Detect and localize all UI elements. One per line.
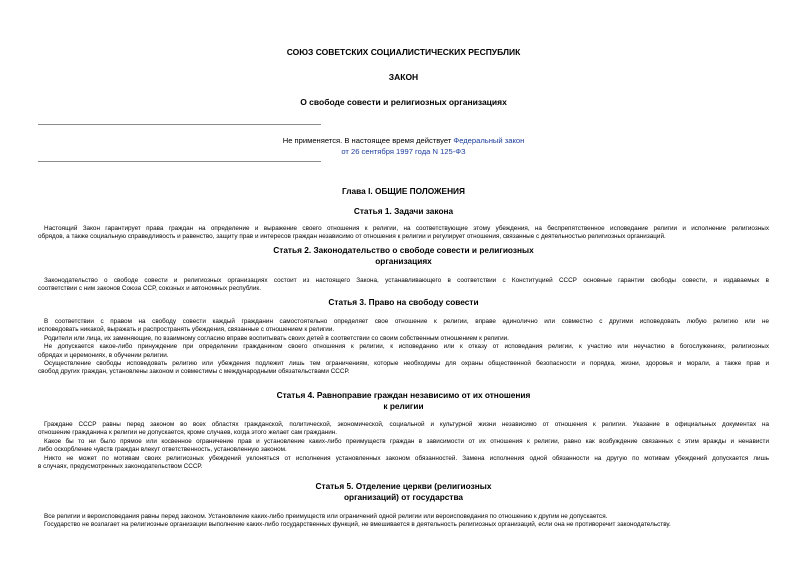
notice-prefix: Не применяется. В настоящее время действует bbox=[282, 136, 454, 145]
federal-law-link[interactable]: Федеральный закон bbox=[453, 136, 525, 145]
article-3-body bbox=[38, 318, 769, 377]
top-divider bbox=[38, 124, 321, 125]
article-2-title-cont: организациях bbox=[375, 256, 432, 266]
paragraph-line: обрядах и церемониях, в обучении религии. bbox=[38, 351, 169, 359]
article-1-body bbox=[38, 225, 769, 242]
paragraph-line: исповедовать никакой, выражать и распространять убеждения, связанные с отношением к религии. bbox=[38, 326, 335, 334]
article-5-body bbox=[38, 513, 769, 530]
article-1-title: Статья 1. Задачи закона bbox=[353, 206, 454, 216]
document-title: О свободе совести и религиозных организациях bbox=[300, 97, 507, 107]
paragraph-line: Все религии и вероисповедания равны перед законом. Установление каких-либо преимуществ или ограничений одной религии или вероисповедания по отношению к другим не допускается. bbox=[44, 513, 608, 520]
article-4-title-cont: к религии bbox=[383, 401, 424, 411]
article-2-title: Статья 2. Законодательство о свободе совести и религиозных bbox=[273, 245, 534, 255]
paragraph-line: Граждане СССР равны перед законом во всех областях гражданской, политической, экономической, социальной и культурной жизни независимо от отношения к религии. Указание в официальных документах на bbox=[44, 421, 769, 428]
document-type: ЗАКОН bbox=[388, 72, 419, 82]
paragraph-line: Какое бы то ни было прямое или косвенное ограничение прав и установление каких-либо преимуществ граждан в зависимости от их отношения к религии, равно как возбуждение связанных с этим вражды и ненависти bbox=[44, 437, 769, 445]
paragraph-line: отношение гражданина к религии не допускается, кроме случаев, когда этого желает сам гражданин. bbox=[38, 429, 338, 437]
paragraph-line: Государство не возлагает на религиозные организации выполнение каких-либо государственных функций, не вмешивается в деятельность религиозных организаций, если она не противоречит законодательству. bbox=[44, 521, 671, 529]
article-4-body bbox=[38, 421, 769, 471]
chapter-heading: Глава I. ОБЩИЕ ПОЛОЖЕНИЯ bbox=[341, 186, 465, 196]
article-4-title: Статья 4. Равноправие граждан независимо от их отношения bbox=[276, 390, 531, 400]
paragraph-line: в случаях, предусмотренных законодательством СССР. bbox=[38, 463, 203, 471]
paragraph-line: Не допускается какое-либо принуждение при определении гражданином своего отношения к религии, к исповеданию или к отказу от исповедания религии, к участию или неучастию в богослужениях, религиозных bbox=[44, 343, 769, 351]
paragraph-line: Настоящий Закон гарантирует права граждан на определение и выражение своего отношения к религии, на соответствующие этому убеждения, на беспрепятственное исповедание религии и исполнение религиозных bbox=[44, 225, 769, 232]
paragraph-line: Родители или лица, их заменяющие, по взаимному согласию вправе воспитывать своих детей в соответствии со своим собственным отношением к религии. bbox=[44, 334, 509, 342]
paragraph-line: обрядов, а также социальную справедливость и равенство, защиту прав и интересов граждан независимо от отношения к религии и регулирует отношения, связанные с деятельностью религиозных организаций. bbox=[38, 233, 666, 241]
bottom-divider bbox=[38, 161, 321, 162]
union-title: СОЮЗ СОВЕТСКИХ СОЦИАЛИСТИЧЕСКИХ РЕСПУБЛИК bbox=[286, 47, 521, 57]
paragraph-line: либо оскорбление чувств граждан влекут ответственность, установленную законом. bbox=[38, 446, 287, 454]
paragraph-line: свобод других граждан, установлены законом и совместимы с международными обязательствами СССР. bbox=[38, 368, 350, 376]
paragraph-line: Никто не может по мотивам своих религиозных убеждений уклоняться от исполнения установленных законом обязанностей. Замена исполнения одной обязанности на другую по мотивам убеждений допускается лишь bbox=[44, 454, 769, 462]
paragraph-line: соответствии с ним законов Союза ССР, союзных и автономных республик. bbox=[38, 285, 261, 293]
article-2-body bbox=[38, 277, 769, 294]
article-3-title: Статья 3. Право на свободу совести bbox=[328, 297, 479, 307]
paragraph-line: В соответствии с правом на свободу совести каждый гражданин самостоятельно определяет свое отношение к религии, вправе единолично или совместно с другими исповедовать любую религию или не bbox=[44, 318, 769, 325]
article-5-title-cont: организаций) от государства bbox=[343, 492, 464, 502]
notice-line-1 bbox=[0, 136, 807, 145]
paragraph-line: Осуществление свободы исповедовать религию или убеждения подлежит лишь тем ограничениям, которые необходимы для охраны общественной безопасности и порядка, жизни, здоровья и морали, а также прав и bbox=[44, 360, 769, 368]
article-5-title: Статья 5. Отделение церкви (религиозных bbox=[315, 481, 492, 491]
paragraph-line: Законодательство о свободе совести и религиозных организациях состоит из настоящего Закона, устанавливающего в соответствии с Конституцией СССР основные гарантии свободы совести, и издаваемых в bbox=[44, 277, 769, 284]
federal-law-link-date[interactable]: от 26 сентября 1997 года N 125-ФЗ bbox=[341, 147, 466, 156]
